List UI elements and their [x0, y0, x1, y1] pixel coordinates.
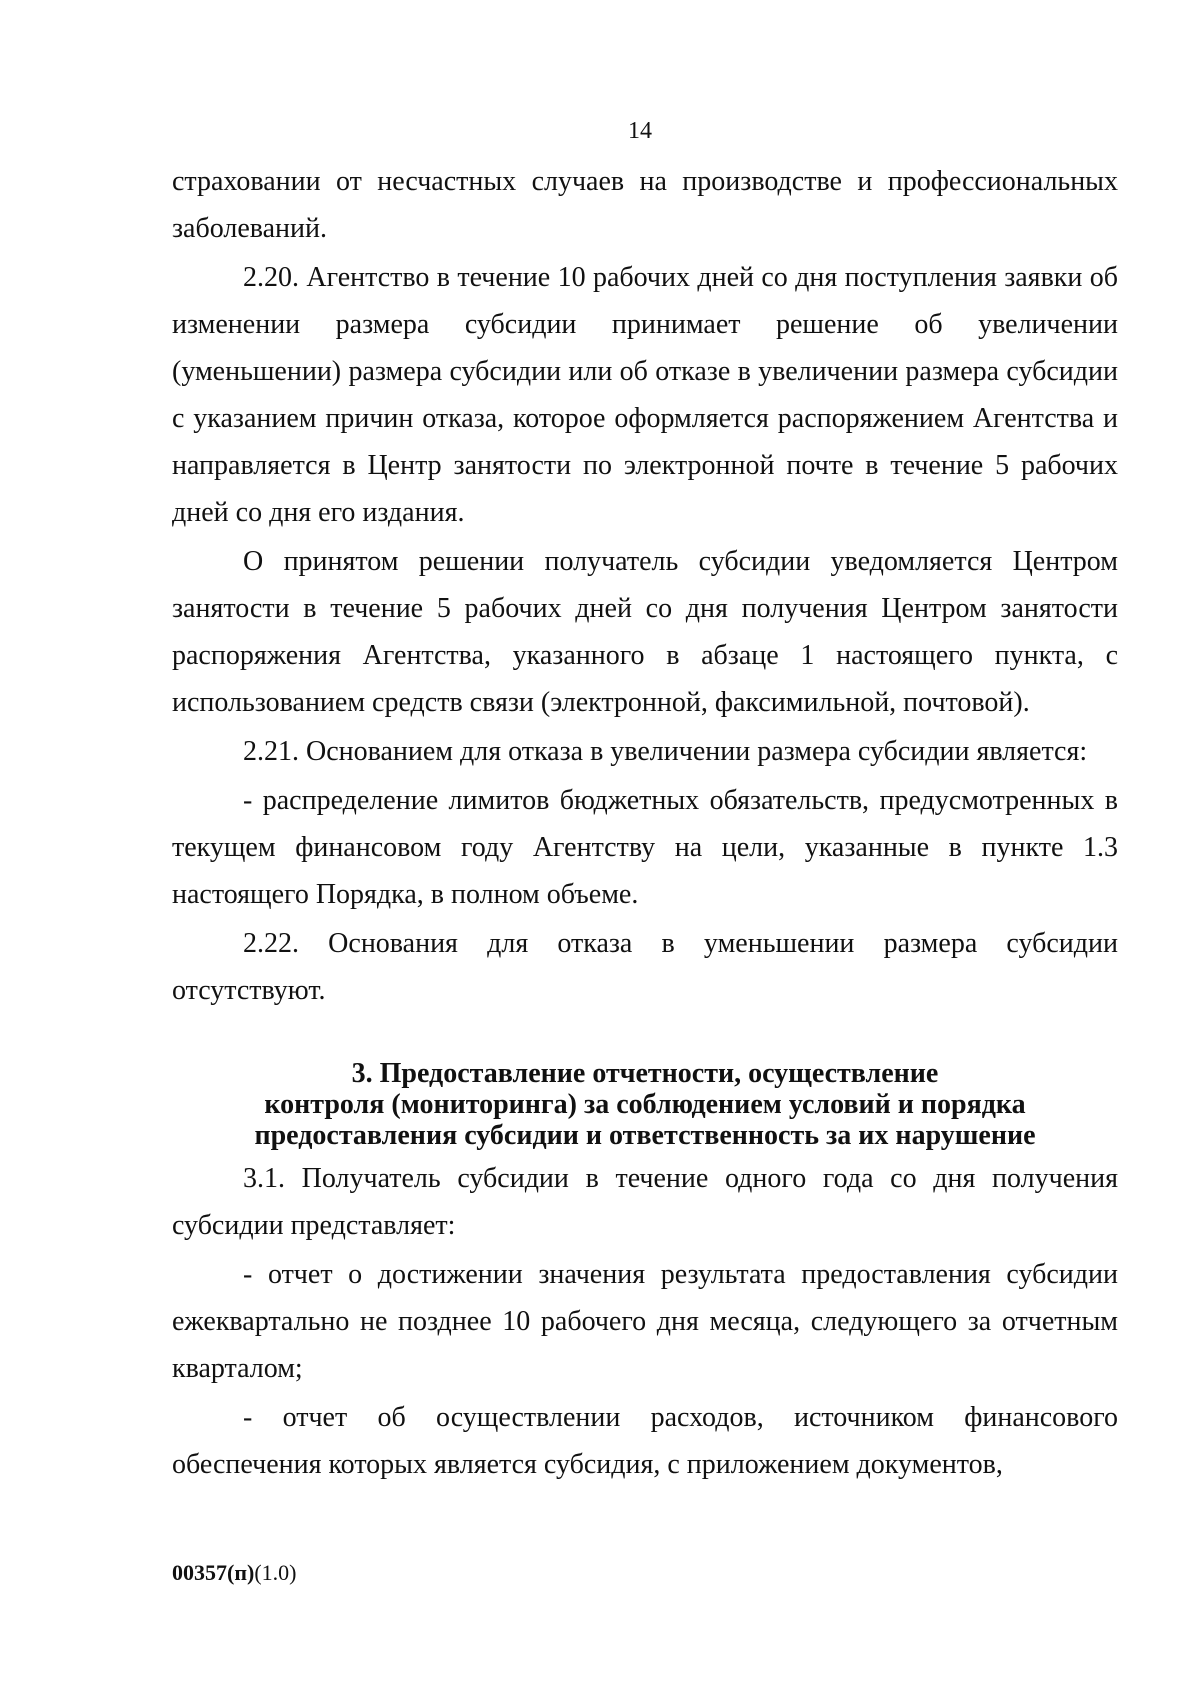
paragraph: 2.22. Основания для отказа в уменьшении размера субсидии отсутствуют. [172, 928, 1118, 1006]
paragraph: - отчет об осуществлении расходов, источником финансового обеспечения которых является субсидия, с приложением документов, [172, 1402, 1118, 1480]
section-heading-line: контроля (мониторинга) за соблюдением условий и порядка [264, 1089, 1026, 1120]
section-heading-line: 3. Предоставление отчетности, осуществление [351, 1058, 939, 1089]
document-code [172, 1560, 296, 1586]
paragraph: О принятом решении получатель субсидии уведомляется Центром занятости в течение 5 рабочих дней со дня получения Центром занятости распоряжения Агентства, указанного в абзаце 1 настоящего пункта, с использованием средств связи (электронной, факсимильной, почтовой). [172, 546, 1118, 718]
paragraph: 3.1. Получатель субсидии в течение одного года со дня получения субсидии представляет: [172, 1163, 1118, 1241]
paragraphs-before-heading [172, 158, 1118, 1014]
paragraph: 2.20. Агентство в течение 10 рабочих дней со дня поступления заявки об изменении размера субсидии принимает решение об увеличении (уменьшении) размера субсидии или об отказе в увеличении размера субсидии с указанием причин отказа, которое оформляется распоряжением Агентства и направляется в Центр занятости по электронной почте в течение 5 рабочих дней со дня его издания. [172, 262, 1118, 528]
paragraph: - отчет о достижении значения результата предоставления субсидии ежеквартально не позднее 10 рабочего дня месяца, следующего за отчетным кварталом; [172, 1259, 1118, 1384]
paragraph: страховании от несчастных случаев на производстве и профессиональных заболеваний. [172, 166, 1118, 244]
paragraph: 2.21. Основанием для отказа в увеличении размера субсидии является: [243, 736, 1088, 767]
document-code-bold: 00357(п) [172, 1560, 255, 1585]
section-heading-line: предоставления субсидии и ответственность за их нарушение [254, 1120, 1036, 1151]
paragraph: - распределение лимитов бюджетных обязательств, предусмотренных в текущем финансовом году Агентству на цели, указанные в пункте 1.3 настоящего Порядка, в полном объеме. [172, 785, 1118, 910]
paragraphs-after-heading [172, 1155, 1118, 1488]
page-number: 14 [628, 118, 652, 144]
document-code-version: (1.0) [254, 1560, 297, 1585]
section-heading [172, 1058, 1118, 1151]
document-body [172, 158, 1118, 1488]
